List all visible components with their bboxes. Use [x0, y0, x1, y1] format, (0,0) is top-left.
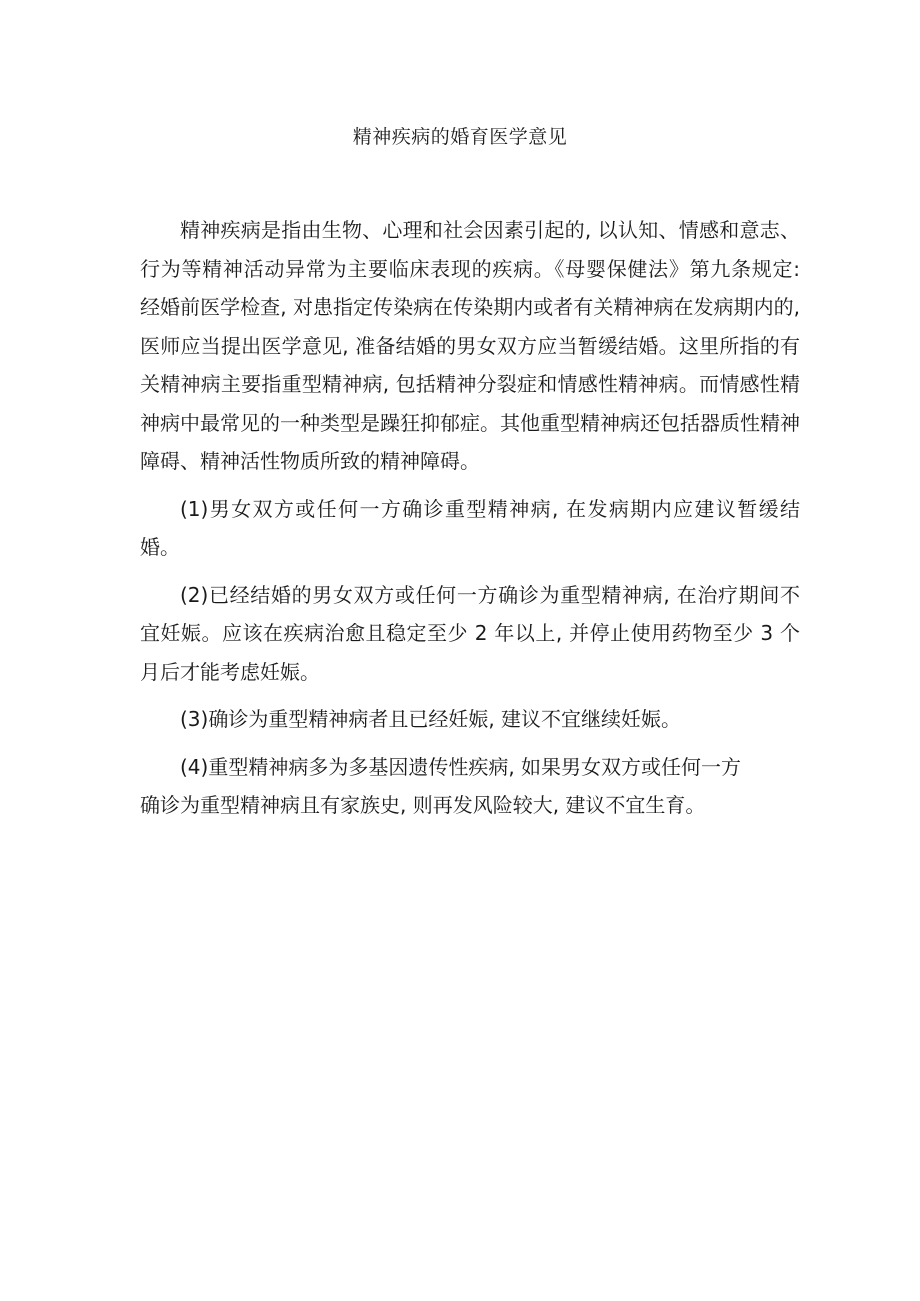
paragraph-item-2: (2)已经结婚的男女双方或任何一方确诊为重型精神病, 在治疗期间不宜妊娠。应该在疾病治愈且稳定至少 2 年以上, 并停止使用药物至少 3 个月后才能考虑妊娠。	[140, 582, 800, 684]
document-title: 精神疾病的婚育医学意见	[352, 126, 568, 148]
paragraph-item-1: (1)男女双方或任何一方确诊重型精神病, 在发病期内应建议暂缓结婚。	[140, 496, 800, 559]
document-body	[140, 211, 800, 825]
paragraph-item-3: (3)确诊为重型精神病者且已经妊娠, 建议不宜继续妊娠。	[180, 707, 682, 731]
paragraph-definition: 精神疾病是指由生物、心理和社会因素引起的, 以认知、情感和意志、行为等精神活动异常为主要临床表现的疾病。《母婴保健法》第九条规定: 经婚前医学检查, 对患指定传染病在传染期内或者有关精神病在发病期内的, 医师应当提出医学意见, 准备结婚的男女双方应当暂缓结婚。这里所指的有关精神病主要指重型精神病, 包括精神分裂症和情感性精神病。而情感性精神病中最常见的一种类型是躁狂抑郁症。其他重型精神病还包括器质性精神障碍、精神活性物质所致的精神障碍。	[140, 218, 800, 473]
paragraph-item-4-continued: 确诊为重型精神病且有家族史, 则再发风险较大, 建议不宜生育。	[140, 793, 706, 817]
paragraph-item-4: (4)重型精神病多为多基因遗传性疾病, 如果男女双方或任何一方	[180, 754, 742, 779]
